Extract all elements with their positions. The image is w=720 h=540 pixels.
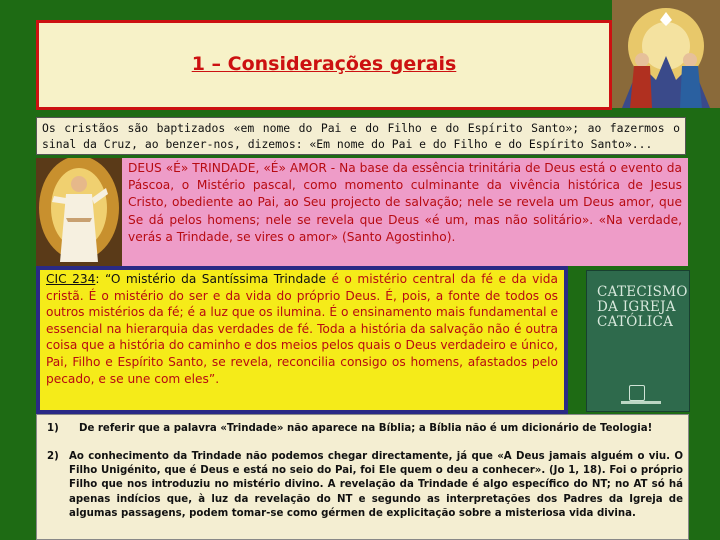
note-text: Ao conhecimento da Trindade não podemos chegar directamente, já que «A Deus jamais alguém o viu. O Filho Unigénito, que é Deus e está no seio do Pai, foi Ele quem o deu a conhecer». (Jo 1, 18). Foi o próprio Filho que nos introduziu no mistério divino. A revelação da Trindade é algo específico do NT; no AT só há apenas indícios que, à luz da revelação do NT e segundo as interpretações dos Padres da Igreja de algumas passagens, podem tomar-se como gérmen de explicitação sobre a misteriosa vida divina. [69, 451, 683, 519]
note-number: 1) [47, 423, 59, 434]
title-box [36, 20, 612, 110]
note-2 [47, 450, 683, 521]
catechism-book-icon [586, 270, 690, 412]
notes-box [36, 414, 689, 540]
cic-quote-box [36, 266, 568, 414]
cic-separator: : [95, 272, 105, 286]
cic-quote-start: “O mistério da Santíssima Trindade [104, 272, 326, 286]
publisher-logo-icon [629, 385, 645, 401]
page-title: 1 – Considerações gerais [191, 53, 457, 75]
trinity-painting-icon [612, 0, 720, 108]
publisher-bar [621, 401, 661, 404]
note-text: De referir que a palavra «Trindade» não aparece na Bíblia; a Bíblia não é um dicionário de Teologia! [79, 423, 653, 434]
note-number: 2) [47, 451, 59, 462]
intro-text: Os cristãos são baptizados «em nome do Pai e do Filho e do Espírito Santo»; ao fazermos o sinal da Cruz, ao benzer-nos, dizemos: «Em nome do Pai e do Filho e do Espírito Santo»... [36, 117, 686, 155]
risen-christ-icon [36, 158, 122, 270]
cic-reference: CIC 234 [46, 272, 96, 286]
cic-quote-text: é o mistério central da fé e da vida cristã. É o mistério do ser e da vida do próprio Deus. É, pois, a fonte de todos os outros mistérios da fé; é a luz que os ilumina. É o ensinamento mais fundamental e essencial na hierarquia das verdades de fé. Toda a história da salvação não é outra coisa que a história do caminho e dos meios pelos quais o Deus verdadeiro e único, Pai, Filho e Espírito Santo, se revela, reconcilia consigo os homens, afastados pelo pecado, e se une com eles”. [46, 272, 558, 386]
book-title: CATECISMO DA IGREJA CATÓLICA [597, 284, 688, 330]
note-1 [47, 423, 683, 434]
trinity-text: DEUS «É» TRINDADE, «É» AMOR - Na base da essência trinitária de Deus está o evento da Páscoa, o Mistério pascal, como momento culminante da vivência histórica de Jesus Cristo, obediente ao Pai, ao Seu projecto de salvação; nele se revela um Deus amor, que Se dá pelos homens; nele se revela que Deus «é um, mas não solitário». «Na verdade, verás a Trindade, se vires o amor» (Santo Agostinho). [122, 158, 688, 266]
